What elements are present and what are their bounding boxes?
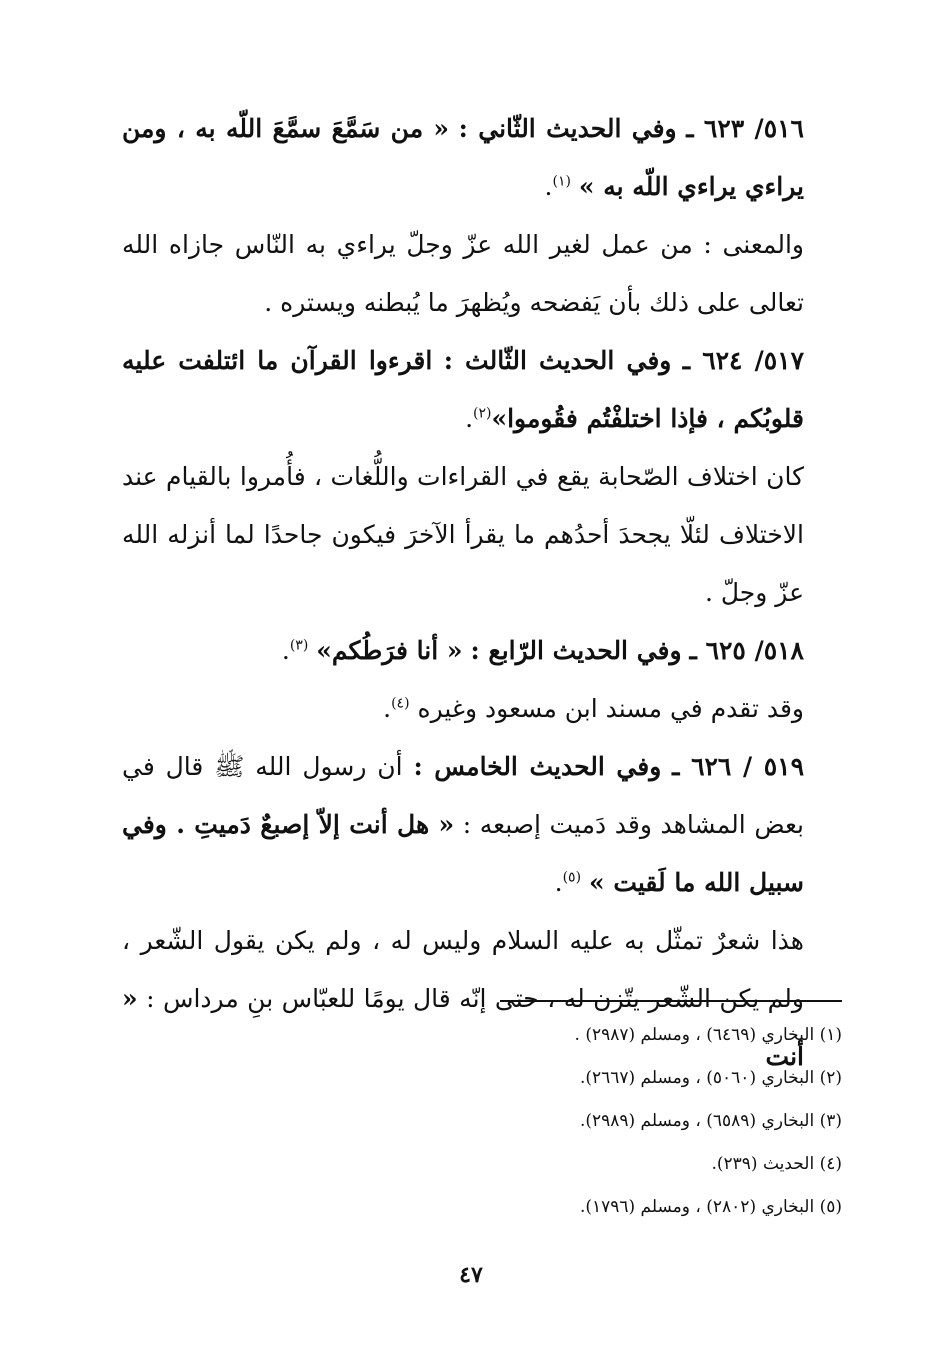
footnote-ref[interactable]: (٣) xyxy=(289,637,309,654)
footnote-4: (٤) الحديث (٢٣٩). xyxy=(711,1154,842,1174)
commentary-text: وقد تقدم في مسند ابن مسعود وغيره xyxy=(417,694,804,723)
hadith-entry-516: ٥١٦/ ٦٢٣ ـ وفي الحديث الثّاني : « من سَمَّعَ سمَّعَ اللّه به ، ومن يراءي يراءي اللّه به » $^{(١)}$. xyxy=(122,114,804,201)
entry-number: ٥١٧/ ٦٢٤ ـ xyxy=(682,346,805,375)
entry-heading: وفي الحديث الثّالث : xyxy=(443,346,672,375)
commentary-paragraph xyxy=(122,216,848,332)
entry-heading: وفي الحديث الثّاني : xyxy=(458,114,677,143)
footnotes xyxy=(342,1014,842,1229)
entry-text: أن رسول الله ﷺ قال في بعض المشاهد وقد دَميت إصبعه : xyxy=(122,752,804,839)
commentary-paragraph xyxy=(122,448,848,622)
footnote-2: (٢) البخاري (٥٠٦٠) ، ومسلم (٢٦٦٧). xyxy=(579,1068,842,1088)
hadith-entry-517: ٥١٧/ ٦٢٤ ـ وفي الحديث الثّالث : اقرءوا القرآن ما ائتلفت عليه قلوبُكم ، فإذا اختلفْتُم فقُوموا»$^{(٢)}$. xyxy=(122,346,805,433)
hadith-quote: « من سَمَّعَ سمَّعَ اللّه به ، ومن يراءي يراءي اللّه به » xyxy=(122,114,804,201)
hadith-entry-518: ٥١٨/ ٦٢٥ ـ وفي الحديث الرّابع : « أنا فرَطُكم» $^{(٣)}$. xyxy=(281,636,804,665)
footnote-3: (٣) البخاري (٦٥٨٩) ، ومسلم (٢٩٨٩). xyxy=(579,1111,842,1131)
commentary-paragraph: وقد تقدم في مسند ابن مسعود وغيره $^{(٤)}$. xyxy=(383,694,804,723)
commentary-text: والمعنى : من عمل لغير الله عزّ وجلّ يراءي به النّاس جازاه الله تعالى على ذلك بأن يَفضحه ويُظهرَ ما يُبطنه ويستره . xyxy=(122,230,804,317)
footnote-ref[interactable]: (٤) xyxy=(391,695,410,712)
footnote-ref[interactable]: (١) xyxy=(552,173,571,190)
entry-heading: وفي الحديث الخامس : xyxy=(413,752,662,781)
hadith-quote: « أنت xyxy=(122,984,804,1071)
page-number: ٤٧ xyxy=(459,1262,483,1288)
hadith-quote: « أنا فرَطُكم» xyxy=(316,636,463,665)
footnote-ref[interactable]: (٢) xyxy=(473,405,492,422)
footnote-separator xyxy=(500,1000,842,1002)
footnote-5: (٥) البخاري (٢٨٠٢) ، ومسلم (١٧٩٦). xyxy=(579,1197,842,1217)
footnote-ref[interactable]: (٥) xyxy=(562,869,582,886)
entry-number: ٥١٨/ ٦٢٥ ـ xyxy=(689,636,804,665)
hadith-quote: اقرءوا القرآن ما ائتلفت عليه قلوبُكم ، فإذا اختلفْتُم فقُوموا» xyxy=(122,346,804,433)
entry-number: ٥١٦/ ٦٢٣ ـ xyxy=(686,114,804,143)
commentary-text: كان اختلاف الصّحابة يقع في القراءات واللُّغات ، فأُمروا بالقيام عند الاختلاف لئلّا يجحدَ أحدُهم ما يقرأ الآخرَ فيكون جاحدًا لما أنزله الله عزّ وجلّ . xyxy=(122,462,804,607)
commentary-text: هذا شعرٌ تمثّل به عليه السلام وليس له ، ولم يكن يقول الشّعر ، ولم يكن الشّعر يتّزن له ، حتى إنّه قال يومًا للعبّاس بنِ مرداس : xyxy=(122,926,804,1013)
main-text xyxy=(122,100,848,1086)
footnote-1: (١) البخاري (٦٤٦٩) ، ومسلم (٢٩٨٧) . xyxy=(574,1025,842,1045)
entry-number: ٥١٩ / ٦٢٦ ـ xyxy=(672,752,805,781)
hadith-quote: « هل أنت إلاّ إصبعٌ دَميتِ . وفي سبيل الله ما لَقيت » xyxy=(122,810,804,897)
entry-heading: وفي الحديث الرّابع : xyxy=(470,636,682,665)
hadith-entry-519: ٥١٩ / ٦٢٦ ـ وفي الحديث الخامس : أن رسول الله ﷺ قال في بعض المشاهد وقد دَميت إصبعه : « هل أنت إلاّ إصبعٌ دَميتِ . وفي سبيل الله ما لَقيت » $^{(٥)}$. xyxy=(122,752,805,897)
